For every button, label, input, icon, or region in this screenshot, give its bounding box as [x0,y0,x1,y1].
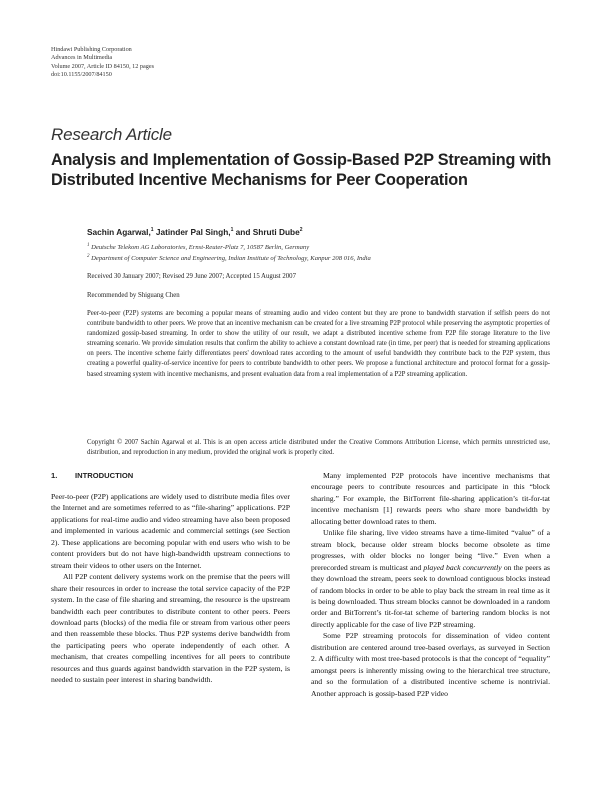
affiliation-2 [87,254,371,262]
journal-line: Advances in Multimedia [51,54,113,62]
right-column [311,470,550,699]
doi-line: doi:10.1155/2007/84150 [51,71,112,79]
author-affiliation-mark: 1 [150,227,154,234]
left-column [51,491,290,686]
publisher-line: Hindawi Publishing Corporation [51,46,132,53]
article-type: Research Article [51,125,172,144]
paragraph: All P2P content delivery systems work on the premise that the peers will share their resources in order to increase the total service capacity of the P2P system. In the case of file sharing and streaming, the resource is the upstream bandwidth each peer contributes to distribute content to other peers. Peers download parts (blocks) of the media file or stream from various other peers and then reassemble these blocks. Thus P2P systems derive bandwidth from the participating peers who operate independently of each other. A mechanism, that creates compelling incentives for all peers to contribute resources and thus guards against bandwidth starvation in the P2P system, is needed to sustain peer interest in sharing bandwidth. [51,572,290,685]
paragraph-text: Unlike file sharing, live video streams have a time-limited “value” of a stream block, because older stream blocks become obsolete as time progresses, with older blocks no longer being “live.” Even when a prerecorded stream is multicast and [311,528,550,572]
paragraph: Peer-to-peer (P2P) applications are widely used to distribute media files over the Internet and are sometimes referred to as “file-sharing” applications. P2P applications for real-time audio and video streaming have also been proposed and implemented in various academic and commercial settings (see Section 2). These applications are becoming popular with end users who wish to be content providers but do not have high-bandwidth upstream connections to stream their videos to other users on the Internet. [51,492,290,570]
author-name: and Shruti Dube [233,227,300,237]
volume-line: Volume 2007, Article ID 84150, 12 pages [51,62,154,70]
paragraph: Some P2P streaming protocols for dissemination of video content distribution are centered around tree-based overlays, as surveyed in Section 2. A difficulty with most tree-based protocols is that the concept of “equality” amongst peers is inherently missing owing to the hierarchical tree structure, and so the formulation of a distributed incentive scheme is nontrivial. Another approach is gossip-based P2P video [311,631,550,698]
affiliation-mark: 2 [87,254,90,259]
author-name: Jatinder Pal Singh, [153,227,231,237]
abstract: Peer-to-peer (P2P) systems are becoming a popular means of streaming audio and video content but they are prone to bandwidth starvation if selfish peers do not contribute bandwidth to other peers. We prove that an incentive mechanism can be created for a live streaming P2P protocol while preserving the asymptotic properties of randomized gossip-based streaming. In order to show the utility of our result, we adapt a distributed incentive scheme from P2P file storage literature to the live streaming scenario. We provide simulation results that confirm the ability to achieve a constant download rate (in time, per peer) that is needed for streaming applications on peers. The incentive scheme fairly differentiates peers' download rates according to the amount of useful bandwidth they contribute back to the P2P system, thus creating a powerful quality-of-service incentive for peers to contribute bandwidth to other peers. We propose a functional architecture and protocol format for a gossip-based streaming system with incentive mechanisms, and present evaluation data from a real implementation of a P2P streaming application. [87,310,550,378]
recommended-by: Recommended by Shiguang Chen [87,292,180,299]
section-heading [51,471,133,480]
author-affiliation-mark: 2 [299,227,303,234]
author-affiliation-mark: 1 [230,227,234,234]
affiliation-text: Department of Computer Science and Engineering, Indian Institute of Technology, Kanpur 208 016, India [89,255,371,263]
paper-title: Analysis and Implementation of Gossip-Based P2P Streaming with Distributed Incentive Mechanisms for Peer Cooperation [51,151,552,189]
section-title: INTRODUCTION [75,471,134,480]
affiliation-mark: 1 [87,243,90,248]
affiliation-1 [87,243,309,251]
section-number: 1. [51,471,58,480]
submission-dates: Received 30 January 2007; Revised 29 June 2007; Accepted 15 August 2007 [87,273,296,280]
paragraph-text: on the peers as they download the stream, peers seek to download contiguous blocks instead of random blocks in order to be able to play back the stream in real time as it is being downloaded. Thus stream blocks cannot be downloaded in a random order and BitTorrent’s tit-for-tat scheme of bartering random blocks is not directly applicable for the case of live P2P streaming. [311,562,551,629]
author-list [87,227,303,237]
paragraph: Many implemented P2P protocols have incentive mechanisms that encourage peers to contribute resources and participate in this “block sharing.” For example, the BitTorrent file-sharing application’s tit-for-tat incentive mechanism [1] rewards peers who share more bandwidth by allocating better download rates to them. [311,471,550,526]
emphasis-text: played back concurrently [423,562,502,572]
copyright-notice: Copyright © 2007 Sachin Agarwal et al. This is an open access article distributed under the Creative Commons Attribution License, which permits unrestricted use, distribution, and reproduction in any medium, provided the original work is properly cited. [87,439,550,457]
author-name: Sachin Agarwal, [87,227,151,237]
affiliation-text: Deutsche Telekom AG Laboratories, Ernst-Reuter-Platz 7, 10587 Berlin, Germany [89,244,310,252]
paragraph [311,527,550,630]
journal-header [51,46,154,80]
